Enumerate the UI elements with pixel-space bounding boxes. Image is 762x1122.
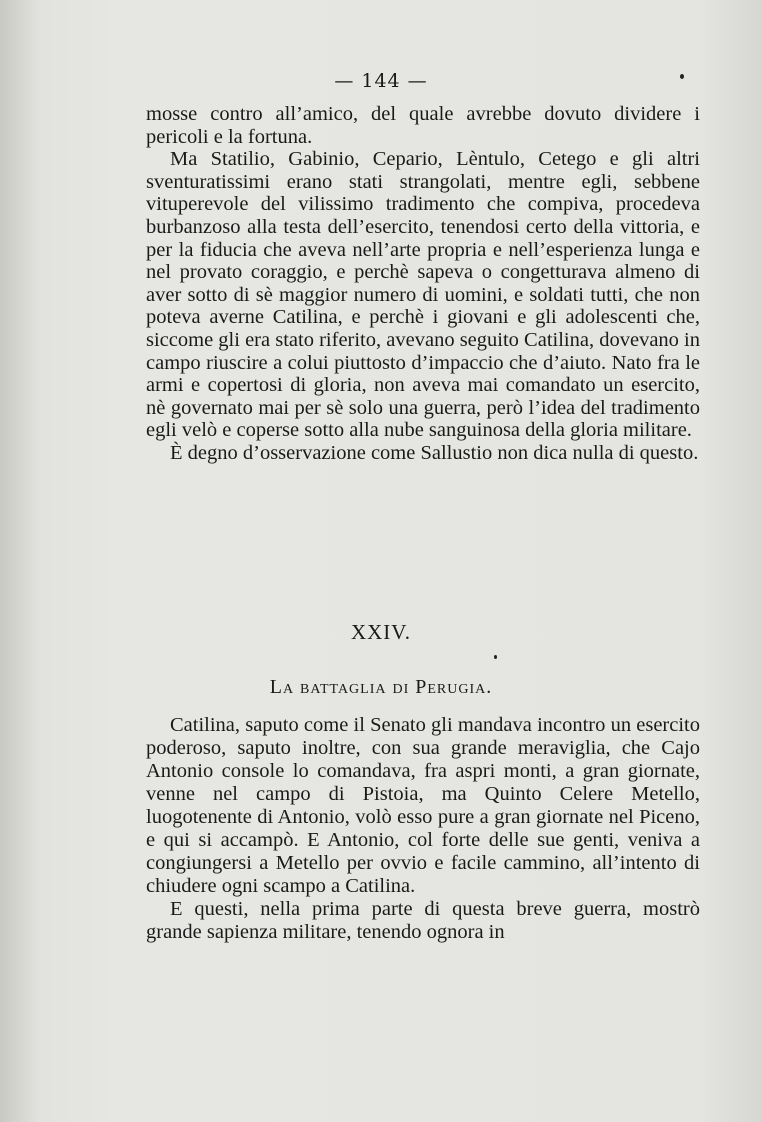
paragraph: mosse contro all’amico, del quale avrebbe dovuto dividere i pericoli e la fortuna. bbox=[146, 103, 700, 148]
chapter-title: La battaglia di Perugia. bbox=[269, 676, 493, 698]
paragraph: Catilina, saputo come il Senato gli mandava incontro un esercito poderoso, saputo inoltre, con sua grande meraviglia, che Cajo Antonio console lo comandava, fra aspri monti, a gran giornate, venne nel campo di Pistoia, ma Quinto Celere Metello, luogotenente di Antonio, volò esso pure a gran giornate nel Piceno, e qui si accampò. E Antonio, col forte delle sue genti, veniva a congiungersi a Metello per ovvio e facile cammino, all’intento di chiudere ogni scampo a Catilina. bbox=[146, 714, 700, 897]
chapter-number: XXIV. bbox=[350, 620, 412, 644]
chapter-text bbox=[146, 714, 700, 944]
paragraph: E questi, nella prima parte di questa breve guerra, mostrò grande sapienza militare, tenendo ognora in bbox=[146, 898, 700, 943]
paragraph: Ma Statilio, Gabinio, Cepario, Lèntulo, Cetego e gli altri sventuratissimi erano stati strangolati, mentre egli, sebbene vituperevole del vilissimo tradimento che compiva, procedeva burbanzoso alla testa dell’esercito, tenendosi certo della vittoria, e per la fiducia che aveva nell’arte propria e nell’esperienza lunga e nel provato coraggio, e perchè sapeva o congetturava almeno di aver sotto di sè maggior numero di uomini, e soldati tutti, che non poteva averne Catilina, e perchè i giovani e gli adolescenti che, siccome gli era stato riferito, avevano seguito Catilina, dovevano in campo riuscire a colui piuttosto d’impaccio che d’aiuto. Nato fra le armi e copertosi di gloria, non aveva mai comandato un esercito, nè governato mai per sè solo una guerra, però l’idea del tradimento egli velò e coperse sotto alla nube sanguinosa della gloria militare. bbox=[146, 148, 700, 442]
page-number: — 144 — bbox=[334, 70, 428, 92]
continuation-text bbox=[146, 103, 700, 465]
ink-speck bbox=[680, 74, 684, 79]
ink-speck bbox=[494, 655, 497, 659]
paragraph: È degno d’osservazione come Sallustio non dica nulla di questo. bbox=[170, 441, 699, 464]
